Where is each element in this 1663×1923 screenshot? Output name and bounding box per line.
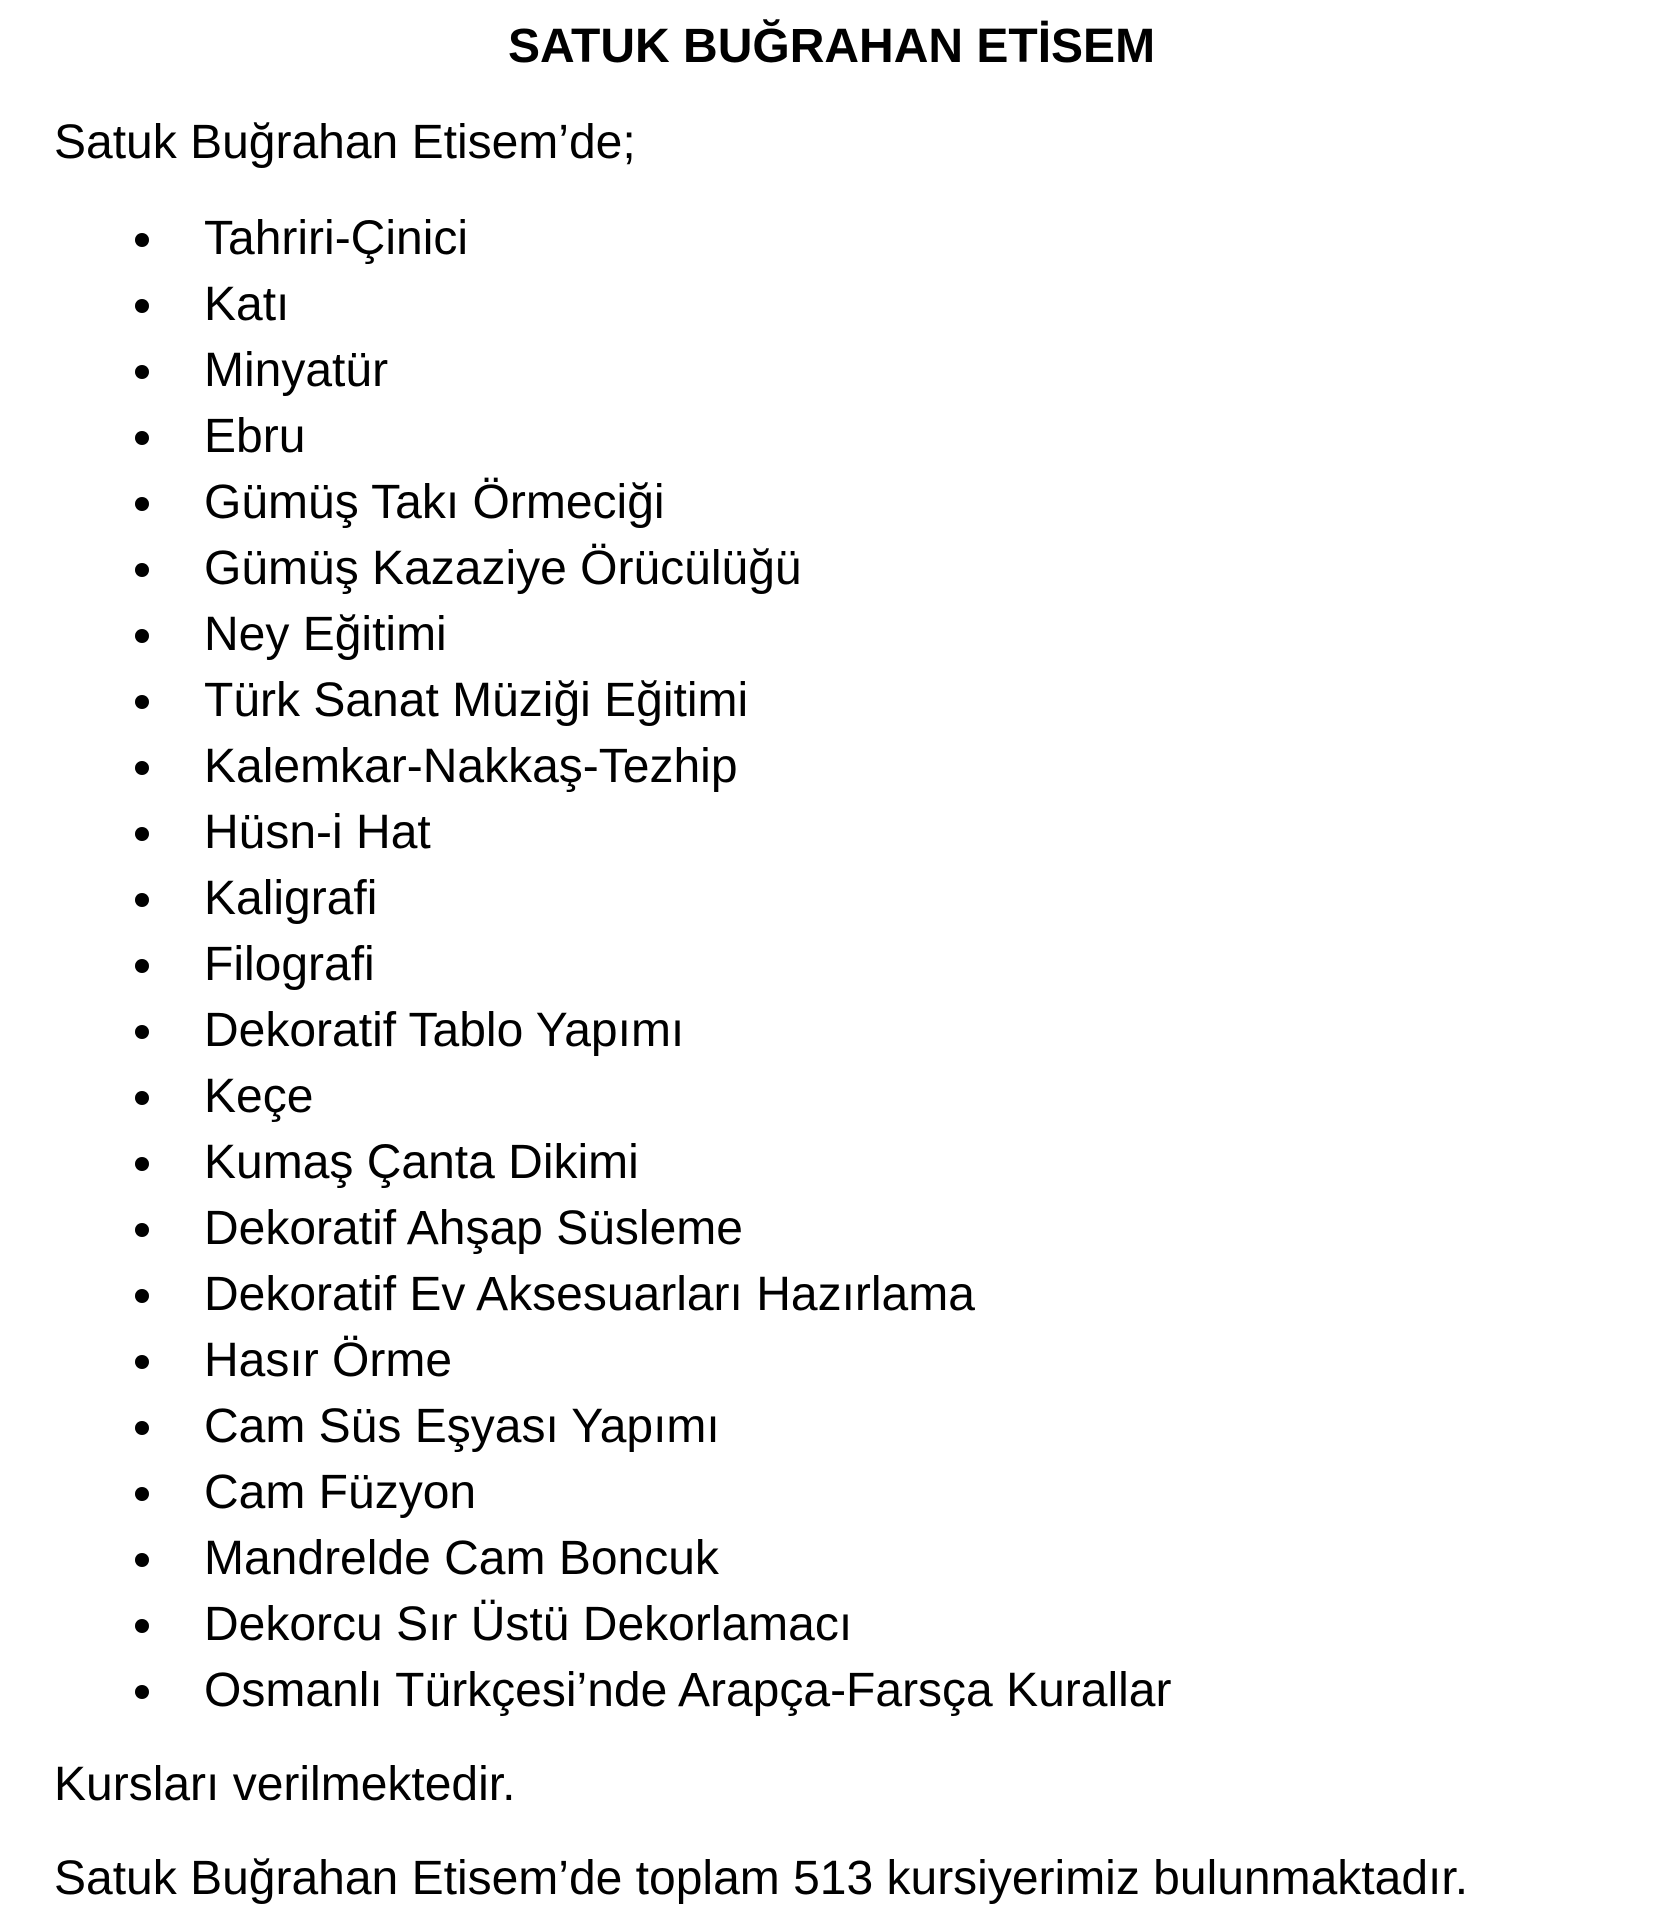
course-name: Ney Eğitimi	[204, 608, 447, 661]
course-name: Osmanlı Türkçesi’nde Arapça-Farsça Kurallar	[204, 1664, 1172, 1717]
course-name: Keçe	[204, 1070, 314, 1123]
course-name: Dekoratif Ev Aksesuarları Hazırlama	[204, 1268, 975, 1321]
course-name: Dekoratif Ahşap Süsleme	[204, 1202, 743, 1255]
course-name: Kumaş Çanta Dikimi	[204, 1136, 639, 1189]
course-name: Türk Sanat Müziği Eğitimi	[204, 674, 749, 727]
course-name: Gümüş Takı Örmeciği	[204, 476, 665, 529]
course-name: Kaligrafi	[204, 872, 378, 925]
bullet-icon	[135, 1619, 149, 1633]
bullet-icon	[135, 695, 149, 709]
outro-text: Kursları verilmektedir.	[54, 1758, 516, 1811]
course-name: Minyatür	[204, 344, 389, 397]
bullet-icon	[135, 497, 149, 511]
course-name: Katı	[204, 278, 290, 331]
summary-text: Satuk Buğrahan Etisem’de toplam 513 kursiyerimiz bulunmaktadır.	[54, 1852, 1469, 1905]
course-name: Ebru	[204, 410, 306, 463]
course-name: Kalemkar-Nakkaş-Tezhip	[204, 740, 738, 793]
intro-text: Satuk Buğrahan Etisem’de;	[54, 116, 636, 169]
bullet-icon	[135, 1685, 149, 1699]
bullet-icon	[135, 629, 149, 643]
bullet-icon	[135, 1157, 149, 1171]
bullet-icon	[135, 1223, 149, 1237]
course-name: Dekoratif Tablo Yapımı	[204, 1004, 685, 1057]
course-name: Mandrelde Cam Boncuk	[204, 1532, 719, 1585]
bullet-icon	[135, 563, 149, 577]
bullet-icon	[135, 1025, 149, 1039]
bullet-icon	[135, 1091, 149, 1105]
bullet-icon	[135, 1355, 149, 1369]
bullet-icon	[135, 761, 149, 775]
bullet-icon	[135, 1487, 149, 1501]
bullet-icon	[135, 893, 149, 907]
bullet-icon	[135, 431, 149, 445]
bullet-icon	[135, 1553, 149, 1567]
bullet-icon	[135, 233, 149, 247]
bullet-icon	[135, 959, 149, 973]
course-name: Filografi	[204, 938, 375, 991]
course-name: Tahriri-Çinici	[204, 212, 469, 265]
course-name: Hasır Örme	[204, 1334, 453, 1387]
course-name: Gümüş Kazaziye Örücülüğü	[204, 542, 802, 595]
bullet-icon	[135, 1289, 149, 1303]
document-title: SATUK BUĞRAHAN ETİSEM	[507, 20, 1156, 73]
course-name: Cam Süs Eşyası Yapımı	[204, 1400, 720, 1453]
bullet-icon	[135, 365, 149, 379]
bullet-icon	[135, 1421, 149, 1435]
course-name: Hüsn-i Hat	[204, 806, 431, 859]
course-name: Cam Füzyon	[204, 1466, 477, 1519]
bullet-icon	[135, 299, 149, 313]
course-name: Dekorcu Sır Üstü Dekorlamacı	[204, 1598, 853, 1651]
bullet-icon	[135, 827, 149, 841]
